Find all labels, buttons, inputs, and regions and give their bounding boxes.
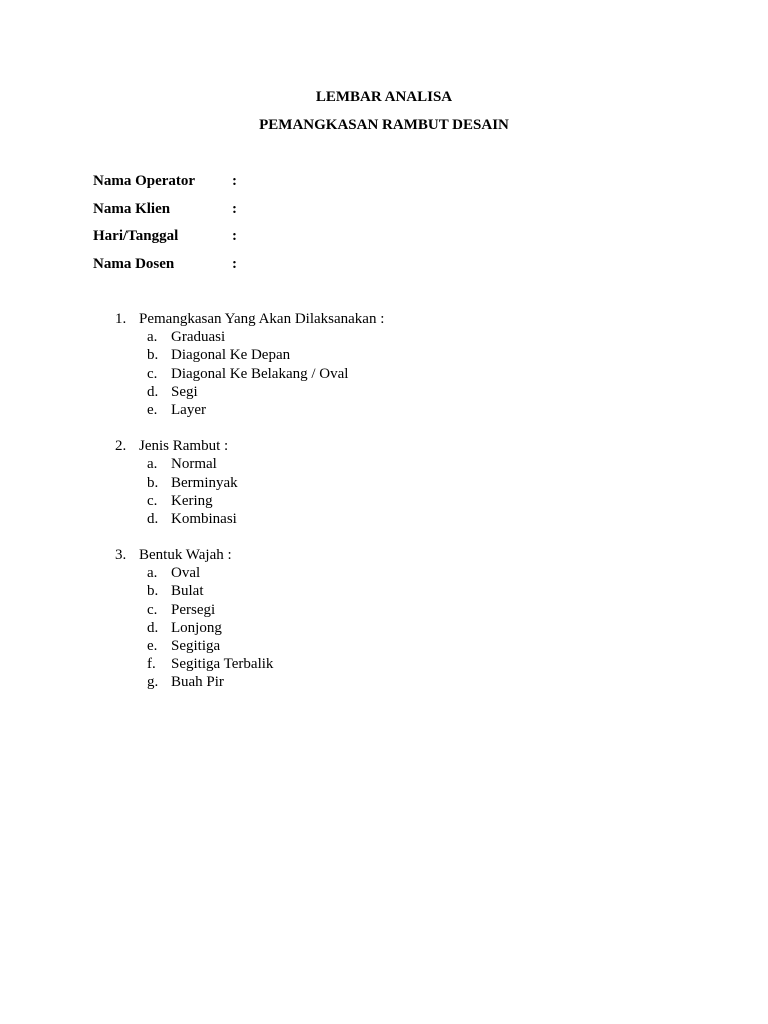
list-item (0, 346, 768, 364)
section-number: 3. (115, 547, 127, 564)
section-heading (0, 310, 768, 328)
option-letter: e. (147, 638, 158, 654)
option-letter: b. (147, 583, 159, 600)
option-text: Segitiga (171, 638, 221, 654)
option-text: Segitiga Terbalik (171, 656, 274, 673)
section-number: 1. (115, 311, 127, 327)
option-letter: a. (147, 565, 158, 582)
option-text: Berminyak (171, 474, 238, 491)
section-pemangkasan (0, 310, 768, 419)
info-row-nama-operator (93, 172, 493, 200)
list-item (0, 510, 768, 528)
list-item (0, 474, 768, 492)
info-fields (93, 172, 493, 282)
info-label: Hari/Tanggal (93, 228, 179, 245)
section-heading (0, 546, 768, 564)
info-row-nama-dosen (93, 255, 493, 283)
section-bentuk-wajah (0, 546, 768, 692)
document-subtitle: PEMANGKASAN RAMBUT DESAIN (259, 117, 509, 133)
option-text: Normal (171, 456, 217, 473)
info-colon: : (232, 200, 237, 217)
list-item (0, 328, 768, 346)
list-item (0, 401, 768, 419)
info-row-hari-tanggal (93, 227, 493, 255)
list-item (0, 619, 768, 637)
option-text: Graduasi (171, 329, 226, 346)
list-item (0, 492, 768, 510)
option-text: Bulat (171, 583, 204, 600)
option-letter: c. (147, 365, 158, 382)
section-jenis-rambut (0, 437, 768, 528)
option-letter: f. (147, 656, 156, 673)
list-item (0, 564, 768, 582)
list-item (0, 383, 768, 401)
analysis-sections (0, 310, 768, 710)
list-item (0, 455, 768, 473)
option-text: Kombinasi (171, 510, 237, 527)
list-item (0, 637, 768, 655)
section-title: Bentuk Wajah : (139, 547, 232, 564)
list-item (0, 673, 768, 691)
option-letter: d. (147, 383, 159, 400)
section-number: 2. (115, 438, 127, 455)
option-text: Diagonal Ke Belakang / Oval (171, 365, 349, 382)
option-letter: a. (147, 456, 158, 473)
info-colon: : (232, 255, 237, 272)
option-letter: a. (147, 329, 158, 346)
info-label: Nama Operator (93, 173, 196, 189)
list-item (0, 582, 768, 600)
option-text: Lonjong (171, 619, 222, 636)
info-label: Nama Klien (93, 200, 171, 217)
option-letter: g. (147, 674, 159, 691)
list-item (0, 601, 768, 619)
option-text: Oval (171, 565, 201, 582)
option-letter: b. (147, 347, 159, 364)
option-letter: d. (147, 619, 159, 636)
option-letter: c. (147, 492, 158, 509)
list-item (0, 655, 768, 673)
option-text: Segi (171, 383, 198, 400)
option-text: Diagonal Ke Depan (171, 347, 291, 364)
option-text: Buah Pir (171, 674, 224, 691)
option-text: Persegi (171, 601, 216, 618)
list-item (0, 365, 768, 383)
option-text: Layer (171, 401, 206, 418)
option-letter: b. (147, 474, 159, 491)
option-letter: c. (147, 601, 158, 618)
section-title: Jenis Rambut : (139, 438, 229, 455)
section-title: Pemangkasan Yang Akan Dilaksanakan : (139, 311, 385, 327)
info-colon: : (232, 173, 237, 189)
section-heading (0, 437, 768, 455)
option-text: Kering (171, 492, 213, 509)
option-letter: e. (147, 401, 158, 418)
info-label: Nama Dosen (93, 255, 175, 272)
info-colon: : (232, 228, 237, 245)
info-row-nama-klien (93, 200, 493, 228)
option-letter: d. (147, 510, 159, 527)
document-title: LEMBAR ANALISA (315, 89, 453, 105)
